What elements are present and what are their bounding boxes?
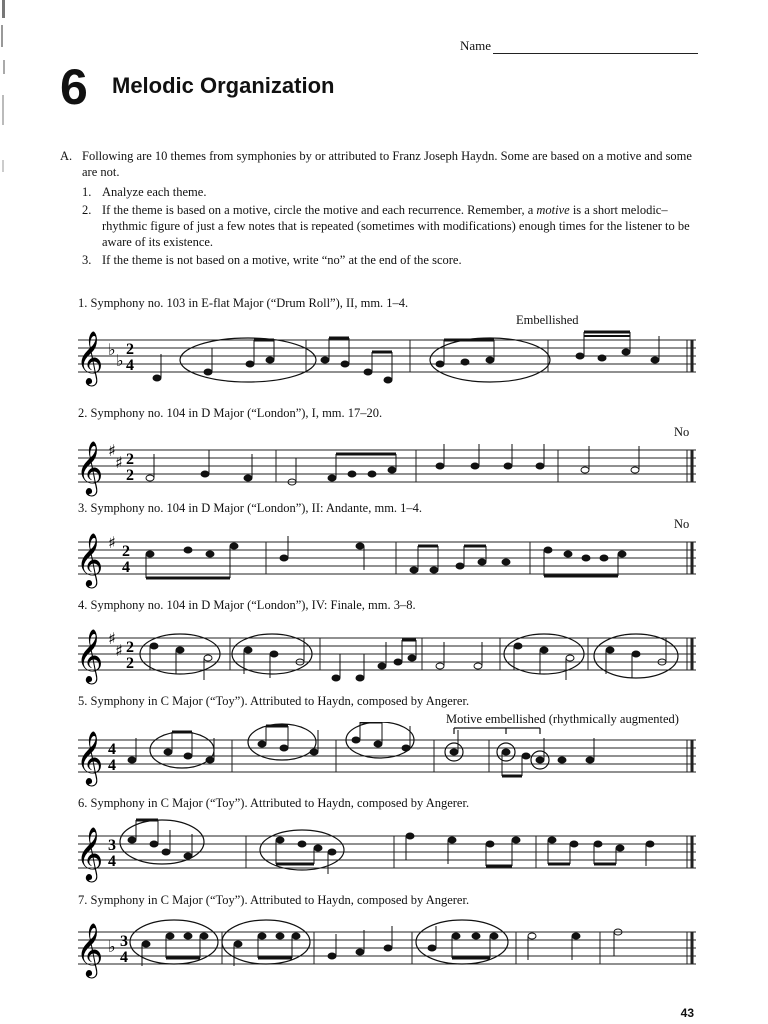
time-sig-top: 3 xyxy=(120,933,128,950)
example-1-annotation: Embellished xyxy=(516,313,579,327)
example-3-caption: 3. Symphony no. 104 in D Major (“London”), II: Andante, mm. 1–4. xyxy=(78,501,423,515)
time-sig-top: 2 xyxy=(126,639,134,656)
name-field xyxy=(460,38,698,54)
step-1 xyxy=(82,184,710,200)
example-5-staff xyxy=(70,722,700,792)
time-sig-bottom: 4 xyxy=(122,559,130,576)
treble-clef: 𝄞 xyxy=(76,730,104,784)
time-sig-top: 2 xyxy=(126,341,134,358)
name-blank-line xyxy=(493,41,698,54)
step-3 xyxy=(82,252,710,268)
step-text-after: is a short melodic–rhythmic figure of just a few notes that is repeated (sometimes with modifications) enough times for the listener to be aware of its existence. xyxy=(102,203,690,249)
svg-text:♯: ♯ xyxy=(108,441,116,460)
treble-clef: 𝄞 xyxy=(76,440,104,494)
chapter-title: Melodic Organization xyxy=(112,73,335,98)
example-6-caption: 6. Symphony in C Major (“Toy”). Attributed to Haydn, composed by Angerer. xyxy=(78,796,470,810)
example-1-caption: 1. Symphony no. 103 in E-flat Major (“Drum Roll”), II, mm. 1–4. xyxy=(78,296,409,310)
motive-circle xyxy=(150,732,214,768)
name-label: Name xyxy=(460,38,492,53)
time-sig-bottom: 4 xyxy=(108,853,116,870)
example-2-staff xyxy=(70,432,700,502)
time-sig-top: 4 xyxy=(108,741,116,758)
svg-text:♭: ♭ xyxy=(108,340,116,359)
time-sig-bottom: 4 xyxy=(108,757,116,774)
instructions xyxy=(60,148,710,270)
scan-edge-marks xyxy=(0,0,10,220)
instruction-steps xyxy=(60,184,710,268)
example-7-staff xyxy=(70,914,700,984)
chapter-number: 6 xyxy=(60,59,88,115)
example-2-caption: 2. Symphony no. 104 in D Major (“London”), I, mm. 17–20. xyxy=(78,406,383,420)
svg-text:♯: ♯ xyxy=(115,453,123,472)
time-sig-top: 2 xyxy=(122,543,130,560)
step-2 xyxy=(82,202,710,250)
step-text: Analyze each theme. xyxy=(102,185,207,199)
step-text xyxy=(102,202,710,250)
time-sig-bottom: 4 xyxy=(120,949,128,966)
step-number: 1. xyxy=(82,185,92,199)
example-3-staff xyxy=(70,524,700,594)
treble-clef: 𝄞 xyxy=(76,922,104,976)
lead-text: Following are 10 themes from symphonies by or attributed to Franz Joseph Haydn. Some are based on a motive and some are not. xyxy=(82,149,692,179)
time-sig-bottom: 4 xyxy=(126,357,134,374)
svg-text:♯: ♯ xyxy=(115,641,123,660)
treble-clef: 𝄞 xyxy=(76,330,104,384)
page-number: 43 xyxy=(680,1006,694,1020)
example-1-staff xyxy=(70,322,700,392)
step-text: If the theme is not based on a motive, write “no” at the end of the score. xyxy=(102,253,462,267)
example-6-staff xyxy=(70,818,700,888)
section-marker: A. xyxy=(60,149,73,163)
example-4-caption: 4. Symphony no. 104 in D Major (“London”), IV: Finale, mm. 3–8. xyxy=(78,598,416,612)
example-3-annotation: No xyxy=(674,517,690,531)
treble-clef: 𝄞 xyxy=(76,826,104,880)
time-sig-bottom: 2 xyxy=(126,655,134,672)
svg-text:♯: ♯ xyxy=(108,629,116,648)
svg-text:♭: ♭ xyxy=(116,351,124,370)
svg-text:♭: ♭ xyxy=(108,937,116,956)
step-text-before: If the theme is based on a motive, circle the motive and each recurrence. Remember, a xyxy=(102,203,537,217)
example-2-annotation: No xyxy=(674,425,690,439)
treble-clef: 𝄞 xyxy=(76,532,104,586)
treble-clef: 𝄞 xyxy=(76,628,104,682)
example-5-annotation: Motive embellished (rhythmically augmented) xyxy=(446,712,679,726)
step-number: 2. xyxy=(82,203,92,217)
instructions-lead xyxy=(60,148,710,180)
example-7-caption: 7. Symphony in C Major (“Toy”). Attributed to Haydn, composed by Angerer. xyxy=(78,893,470,907)
motive-term: motive xyxy=(536,203,570,217)
time-sig-bottom: 2 xyxy=(126,467,134,484)
motive-circle xyxy=(180,338,316,382)
time-sig-top: 3 xyxy=(108,837,116,854)
step-number: 3. xyxy=(82,253,92,267)
time-sig-top: 2 xyxy=(126,451,134,468)
example-4-staff xyxy=(70,620,700,690)
example-5-caption: 5. Symphony in C Major (“Toy”). Attributed to Haydn, composed by Angerer. xyxy=(78,694,470,708)
svg-text:♯: ♯ xyxy=(108,533,116,552)
